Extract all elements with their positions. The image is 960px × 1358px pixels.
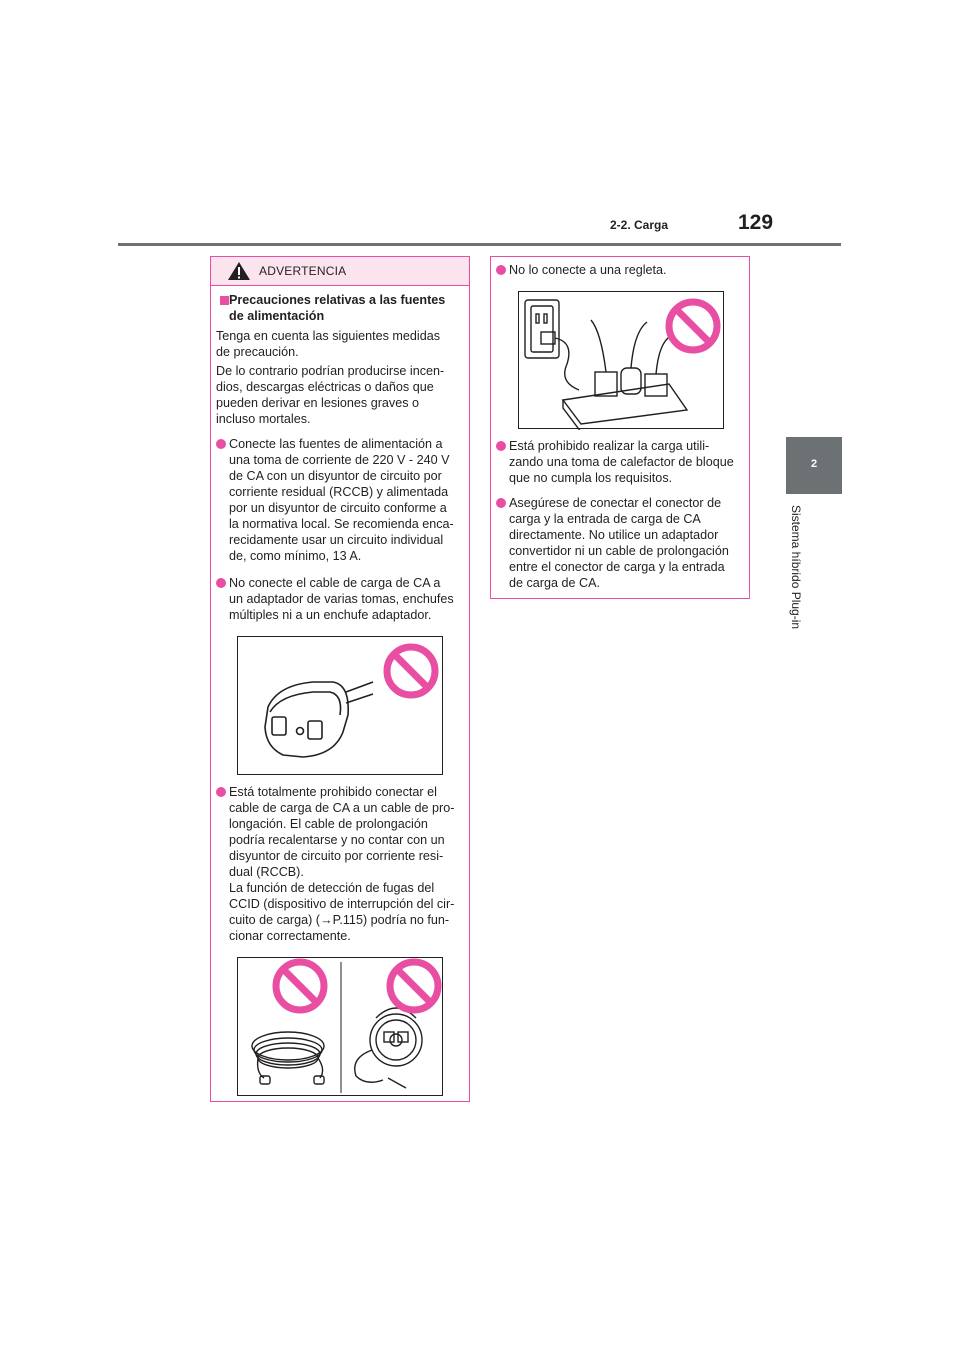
warning-header <box>211 257 469 286</box>
bullet-icon <box>216 439 226 449</box>
risk-text: De lo contrario podrían producirse incen- dios, descargas eléctricas o daños que pueden derivar en lesiones graves o incluso mortales. <box>216 364 445 426</box>
prohibition-icon <box>276 962 324 1010</box>
bullet-icon <box>496 441 506 451</box>
bullet-text-6: Asegúrese de conectar el conector de carga y la entrada de carga de CA directamente. No utilice un adaptador convertidor ni un cable de prolongación entre el conector de carga y la entrada de carga de CA. <box>509 496 729 590</box>
bullet-text-5: Está prohibido realizar la carga utili- zando una toma de calefactor de bloque que no cumpla los requisitos. <box>509 439 734 485</box>
header-rule <box>118 243 841 246</box>
bullet-icon <box>496 265 506 275</box>
warning-triangle-icon <box>227 261 251 281</box>
warning-title: ADVERTENCIA <box>259 264 347 278</box>
prohibition-icon <box>390 962 438 1010</box>
chapter-tab-label: Sistema híbrido Plug-in <box>789 505 803 630</box>
bullet-text-2: No conecte el cable de carga de CA a un adaptador de varias tomas, enchufes múltiples ni a un enchufe adaptador. <box>229 576 454 622</box>
adapter-figure <box>237 636 443 775</box>
warning-box-right <box>490 256 750 599</box>
section-heading: Precauciones relativas a las fuentes de alimentación <box>229 293 446 323</box>
intro-text: Tenga en cuenta las siguientes medidas de precaución. <box>216 329 441 359</box>
heading-square-icon <box>220 296 229 305</box>
power-strip-figure <box>518 291 724 429</box>
bullet-text-3: Está totalmente prohibido conectar el cable de carga de CA a un cable de pro- longación. El cable de prolongación podría recalentarse y no contar con un disyuntor de circuito por corriente resi- dual (RCCB). La función de detección de fugas del CCID (dispositivo de interrupción del cir- cuito de carga) (→P.115) podría no fun- cionar correctamente. <box>229 785 455 943</box>
bullet-icon <box>216 787 226 797</box>
extension-cord-figure <box>237 957 443 1096</box>
bullet-text-1: Conecte las fuentes de alimentación a una toma de corriente de 220 V - 240 V de CA con un disyuntor de circuito por corriente residual (RCCB) y alimentada por un disyuntor de circuito conforme a la normativa local. Se recomienda enca- recidamente usar un circuito individual de, como mínimo, 13 A. <box>229 437 454 563</box>
bullet-text-4: No lo conecte a una regleta. <box>509 263 667 277</box>
header-section-title: 2-2. Carga <box>610 218 669 232</box>
bullet-icon <box>496 498 506 508</box>
prohibition-icon <box>669 302 717 350</box>
page-number: 129 <box>738 211 774 234</box>
chapter-tab-number: 2 <box>810 458 818 470</box>
warning-box-left <box>210 256 470 1102</box>
bullet-icon <box>216 578 226 588</box>
prohibition-icon <box>387 647 435 695</box>
chapter-tab[interactable] <box>786 437 842 494</box>
